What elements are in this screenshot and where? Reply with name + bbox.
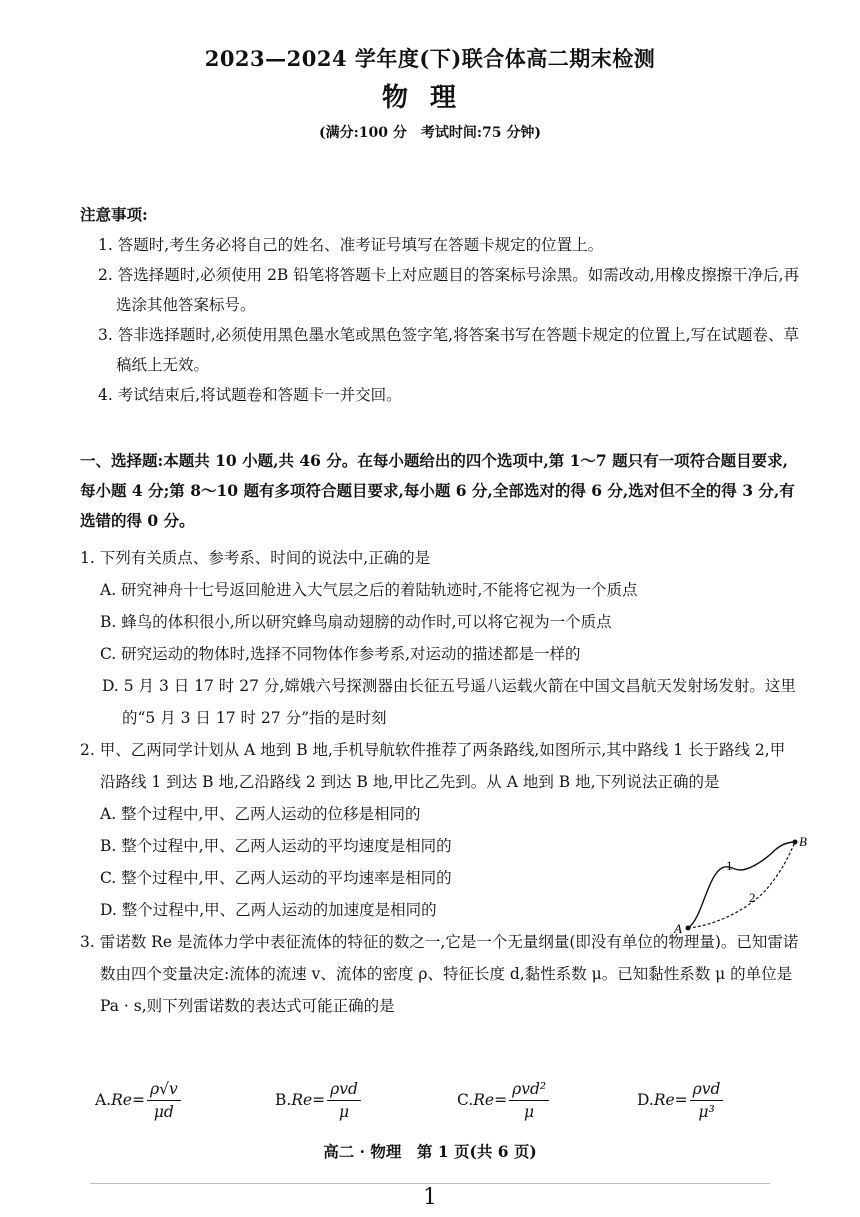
exam-title: 2023—2024 学年度(下)联合体高二期末检测 (204, 46, 656, 71)
numerator: ρvd² (509, 1079, 549, 1101)
option-b (275, 1070, 361, 1130)
point-b-dot (793, 840, 798, 845)
numerator: ρvd (327, 1079, 361, 1101)
re-symbol: Re= (111, 1091, 145, 1109)
denominator: μ³ (698, 1102, 715, 1121)
option-label: D. (637, 1091, 654, 1109)
q3-options (95, 1070, 795, 1130)
fraction (147, 1079, 181, 1122)
option-a: A. 研究神舟十七号返回舱进入大气层之后的着陆轨迹时,不能将它视为一个质点 (100, 581, 638, 599)
questions (80, 542, 800, 1022)
question-stem: 1. 下列有关质点、参考系、时间的说法中,正确的是 (80, 549, 431, 567)
notice-item: 3. 答非选择题时,必须使用黑色墨水笔或黑色签字笔,将答案书写在答题卡规定的位置上,写在试题卷、草稿纸上无效。 (98, 326, 799, 374)
option-label: C. (457, 1091, 474, 1109)
header (0, 44, 860, 144)
option-b: B. 蜂鸟的体积很小,所以研究蜂鸟扇动翅膀的动作时,可以将它视为一个质点 (100, 613, 612, 631)
denominator: μd (153, 1102, 174, 1121)
notice-item: 2. 答选择题时,必须使用 2B 铅笔将答题卡上对应题目的答案标号涂黑。如需改动,用橡皮擦擦干净后,再选涂其他答案标号。 (98, 266, 800, 314)
section-heading: 一、选择题:本题共 10 小题,共 46 分。在每小题给出的四个选项中,第 1～7 题只有一项符合题目要求,每小题 4 分;第 8～10 题有多项符合题目要求,每小题 6 分,全部选对的得 6 分,选对但不全的得 3 分,有选错的得 0 分。 (80, 451, 795, 530)
fraction (690, 1079, 724, 1122)
question-stem: 2. 甲、乙两同学计划从 A 地到 B 地,手机导航软件推荐了两条路线,如图所示,其中路线 1 长于路线 2,甲沿路线 1 到达 B 地,乙沿路线 2 到达 B 地,甲比乙先到。从 A 地到 B 地,下列说法正确的是 (80, 741, 786, 791)
re-symbol: Re= (653, 1091, 688, 1109)
question-1 (80, 542, 800, 734)
numerator: ρ√v (147, 1079, 181, 1101)
option-d: D. 整个过程中,甲、乙两人运动的加速度是相同的 (100, 901, 437, 919)
notice-block (80, 200, 800, 410)
question-3 (80, 926, 800, 1022)
route-2-label: 2 (749, 890, 756, 905)
option-label: A. (95, 1091, 112, 1109)
notice-item: 4. 考试结束后,将试题卷和答题卡一并交回。 (98, 386, 402, 404)
page-footer: 高二 · 物理 第 1 页(共 6 页) (323, 1142, 537, 1161)
notice-item: 1. 答题时,考生务必将自己的姓名、准考证号填写在答题卡规定的位置上。 (98, 236, 604, 254)
option-a (95, 1070, 181, 1130)
point-a-label: A (674, 921, 682, 936)
route-2-path (688, 842, 795, 928)
denominator: μ (339, 1102, 350, 1121)
route-1-path (688, 842, 795, 928)
re-symbol: Re= (291, 1091, 326, 1109)
option-d: D. 5 月 3 日 17 时 27 分,嫦娥六号探测器由长征五号遥八运载火箭在中国文昌航天发射场发射。这里的“5 月 3 日 17 时 27 分”指的是时刻 (102, 677, 796, 727)
re-symbol: Re= (473, 1091, 508, 1109)
question-stem: 3. 雷诺数 Re 是流体力学中表征流体的特征的数之一,它是一个无量纲量(即没有单位的物理量)。已知雷诺数由四个变量决定:流体的流速 v、流体的密度 ρ、特征长度 d,黏性系数 μ。已知黏性系数 μ 的单位是 Pa · s,则下列雷诺数的表达式可能正确的是 (80, 933, 799, 1015)
exam-meta: (满分:100 分 考试时间:75 分钟) (318, 125, 542, 141)
option-c: C. 研究运动的物体时,选择不同物体作参考系,对运动的描述都是一样的 (100, 645, 581, 663)
denominator: μ (524, 1102, 535, 1121)
option-b: B. 整个过程中,甲、乙两人运动的平均速度是相同的 (100, 837, 452, 855)
subject-title: 物理 (381, 83, 478, 113)
option-d (637, 1070, 723, 1130)
numerator: ρvd (690, 1079, 724, 1101)
option-c: C. 整个过程中,甲、乙两人运动的平均速率是相同的 (100, 869, 452, 887)
route-diagram (670, 830, 810, 940)
notice-title: 注意事项: (80, 205, 148, 224)
option-a: A. 整个过程中,甲、乙两人运动的位移是相同的 (100, 805, 421, 823)
fraction (327, 1079, 361, 1122)
point-b-label: B (799, 834, 807, 849)
route-1-label: 1 (726, 858, 733, 873)
option-label: B. (275, 1091, 292, 1109)
option-c (457, 1070, 549, 1130)
point-a-dot (686, 926, 691, 931)
page-number: 1 (423, 1185, 437, 1210)
fraction (509, 1079, 549, 1122)
